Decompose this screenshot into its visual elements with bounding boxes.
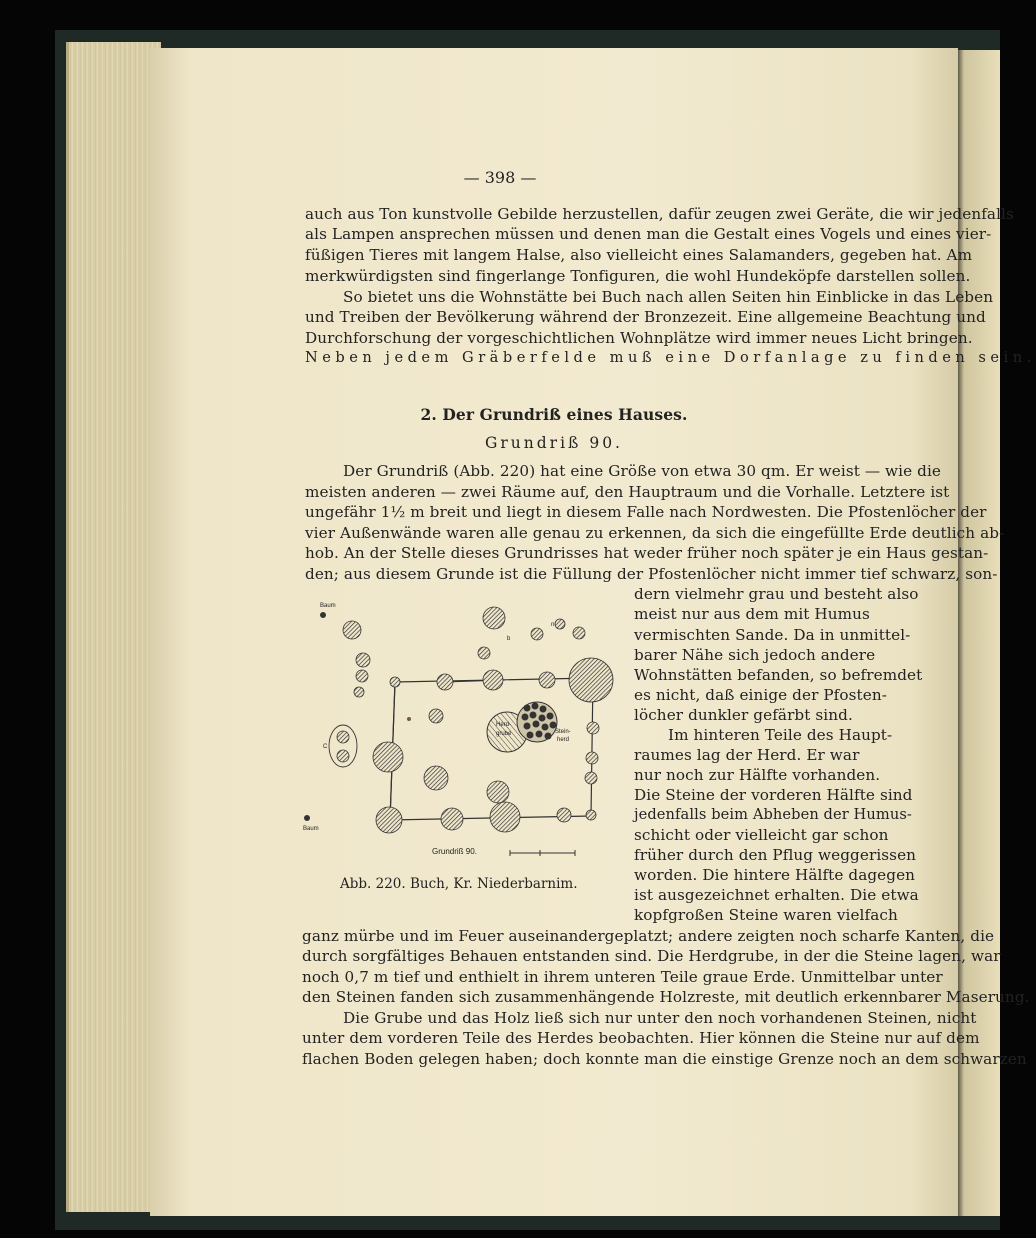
page-edges xyxy=(66,42,161,1212)
figure-label: C xyxy=(323,744,328,750)
text-line: worden. Die hintere Hälfte dagegen xyxy=(634,866,916,884)
text-line: hob. An der Stelle dieses Grundrisses hat weder früher noch später je ein Haus gestan- xyxy=(305,544,989,562)
text-line: meisten anderen — zwei Räume auf, den Hauptraum und die Vorhalle. Letztere ist xyxy=(305,483,950,501)
text-line: dern vielmehr grau und besteht also xyxy=(634,585,919,603)
text-line: den Steinen fanden sich zusammenhängende Holzreste, mit deutlich erkennbarer Maserung. xyxy=(302,988,1030,1006)
text-line: früher durch den Pflug weggerissen xyxy=(634,846,917,864)
text-line: Die Grube und das Holz ließ sich nur unter den noch vorhandenen Steinen, nicht xyxy=(343,1009,977,1027)
text-line: löcher dunkler gefärbt sind. xyxy=(634,706,853,724)
figure-label: Baum xyxy=(303,826,319,832)
page-number: — 398 — xyxy=(463,168,537,187)
text-line: und Treiben der Bevölkerung während der Bronzezeit. Eine allgemeine Beachtung und xyxy=(305,308,986,326)
text-line: Durchforschung der vorgeschichtlichen Wohnplätze wird immer neues Licht bringen. xyxy=(305,329,973,347)
text-line: durch sorgfältiges Behauen entstanden sind. Die Herdgrube, in der die Steine lagen, war xyxy=(302,947,1001,965)
text-line: vermischten Sande. Da in unmittel- xyxy=(634,626,911,644)
sub-heading: Grundriß 90. xyxy=(485,434,623,452)
figure-title: Grundriß 90. xyxy=(432,847,477,856)
text-line: den; aus diesem Grunde ist die Füllung der Pfostenlöcher nicht immer tief schwarz, son- xyxy=(305,565,998,583)
text-line: meist nur aus dem mit Humus xyxy=(634,605,870,623)
text-line: schicht oder vielleicht gar schon xyxy=(634,826,889,844)
text-line: auch aus Ton kunstvolle Gebilde herzustellen, dafür zeugen zwei Geräte, die wir jedenfalls xyxy=(305,205,1014,223)
text-line: barer Nähe sich jedoch andere xyxy=(634,646,876,664)
text-line: ganz mürbe und im Feuer auseinandergeplatzt; andere zeigten noch scharfe Kanten, die xyxy=(302,927,995,945)
figure-label: Stein- xyxy=(555,729,571,735)
text-line: als Lampen ansprechen müssen und denen man die Gestalt eines Vogels und eines vier- xyxy=(305,225,992,243)
text-line: Die Steine der vorderen Hälfte sind xyxy=(634,786,913,804)
text-line: merkwürdigsten sind fingerlange Tonfiguren, die wohl Hundeköpfe darstellen sollen. xyxy=(305,267,971,285)
text-line: Im hinteren Teile des Haupt- xyxy=(668,726,893,744)
text-line: flachen Boden gelegen haben; doch konnte man die einstige Grenze noch an dem schwarzen xyxy=(302,1050,1027,1068)
floor-plan-figure xyxy=(303,598,620,868)
text-line: es nicht, daß einige der Pfosten- xyxy=(634,686,887,704)
text-line: Wohnstätten befanden, so befremdet xyxy=(634,666,923,684)
text-line: Der Grundriß (Abb. 220) hat eine Größe von etwa 30 qm. Er weist — wie die xyxy=(343,462,941,480)
text-line: noch 0,7 m tief und enthielt in ihrem unteren Teile graue Erde. Unmittelbar unter xyxy=(302,968,943,986)
text-line: nur noch zur Hälfte vorhanden. xyxy=(634,766,881,784)
figure-label: n xyxy=(551,622,555,628)
text-line: So bietet uns die Wohnstätte bei Buch nach allen Seiten hin Einblicke in das Leben xyxy=(343,288,994,306)
text-line: vier Außenwände waren alle genau zu erkennen, da sich die eingefüllte Erde deutlich ab- xyxy=(305,524,1005,542)
text-line: kopfgroßen Steine waren vielfach xyxy=(634,906,898,924)
figure-label: Baum xyxy=(320,603,336,609)
text-line: ungefähr 1½ m breit und liegt in diesem Falle nach Nordwesten. Die Pfostenlöcher der xyxy=(305,503,987,521)
text-line: ist ausgezeichnet erhalten. Die etwa xyxy=(634,886,919,904)
spaced-sentence: Neben jedem Gräberfelde muß eine Dorfanlage zu finden sein. xyxy=(305,349,1036,366)
text-line: unter dem vorderen Teile des Herdes beobachten. Hier können die Steine nur auf dem xyxy=(302,1029,980,1047)
figure-caption: Abb. 220. Buch, Kr. Niederbarnim. xyxy=(340,876,578,892)
text-line: raumes lag der Herd. Er war xyxy=(634,746,860,764)
section-heading: 2. Der Grundriß eines Hauses. xyxy=(420,405,688,424)
figure-label: grube xyxy=(496,731,512,737)
text-line: jedenfalls beim Abheben der Humus- xyxy=(634,806,912,823)
figure-label: Herd- xyxy=(496,722,512,728)
text-line: füßigen Tieres mit langem Halse, also vielleicht eines Salamanders, gegeben hat. Am xyxy=(305,246,973,264)
figure-label: b xyxy=(507,636,511,642)
figure-label: herd xyxy=(557,737,570,743)
